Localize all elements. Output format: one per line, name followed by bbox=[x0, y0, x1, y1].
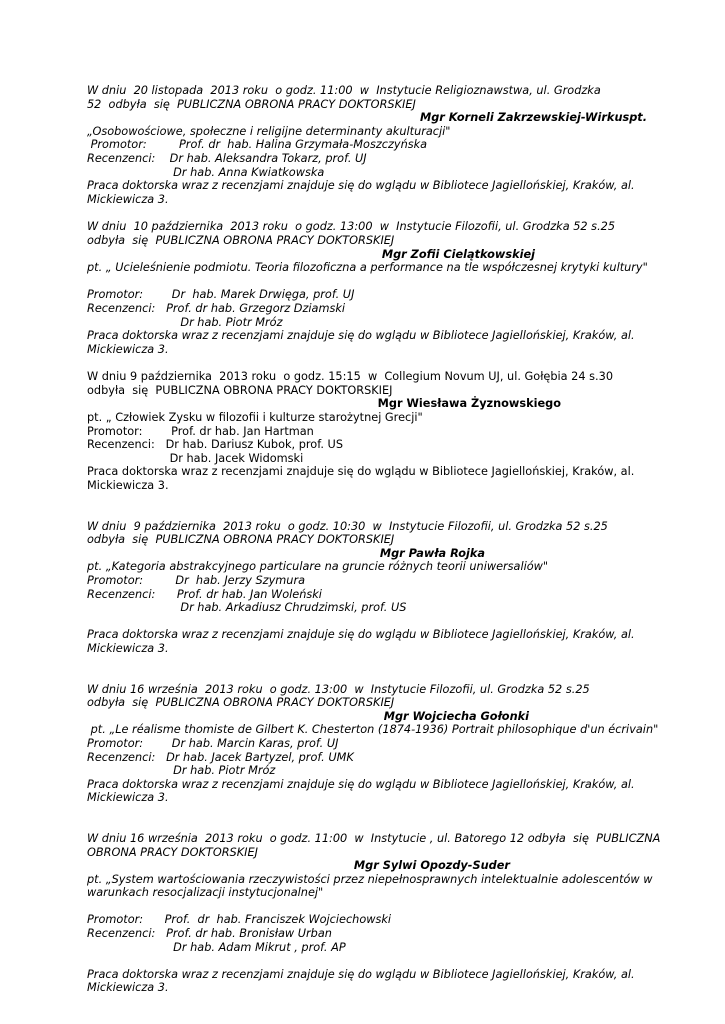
notice-line: pt. „System wartościowania rzeczywistości przez niepełnosprawnych intelektualnie adolescentów w bbox=[87, 872, 653, 886]
notice-line: Dr hab. Piotr Mróz bbox=[87, 764, 276, 778]
notice-line: „Osobowościowe, społeczne i religijne determinanty akulturacji" bbox=[87, 124, 451, 138]
notice-line: Recenzenci: Dr hab. Aleksandra Tokarz, prof. UJ bbox=[87, 151, 367, 165]
notice-line: Recenzenci: Prof. dr hab. Jan Woleński bbox=[87, 587, 322, 601]
notice-line: odbyła się PUBLICZNA OBRONA PRACY DOKTORSKIEJ bbox=[87, 533, 395, 547]
notice-line: Recenzenci: Prof. dr hab. Grzegorz Dziamski bbox=[87, 301, 346, 315]
candidate-name: Mgr Wojciecha Gołonki bbox=[383, 709, 529, 723]
notice-line bbox=[87, 900, 647, 914]
notice-line: warunkach resocjalizacji instytucjonalnej" bbox=[87, 886, 324, 900]
notice-line: Praca doktorska wraz z recenzjami znajduje się do wglądu w Bibliotece Jagiellońskiej, Kraków, al. bbox=[87, 179, 635, 193]
notice-line: pt. „Kategoria abstrakcyjnego particulare na gruncie różnych teorii uniwersaliów" bbox=[87, 560, 549, 574]
notice-line: Dr hab. Piotr Mróz bbox=[87, 315, 283, 329]
notice-line: Dr hab. Anna Kwiatkowska bbox=[87, 165, 325, 179]
notice-line: odbyła się PUBLICZNA OBRONA PRACY DOKTORSKIEJ bbox=[87, 233, 395, 247]
notice-line: Promotor: Prof. dr hab. Franciszek Wojciechowski bbox=[87, 913, 392, 927]
notice-line: W dniu 16 września 2013 roku o godz. 13:00 w Instytucie Filozofii, ul. Grodzka 52 s.25 bbox=[87, 682, 590, 696]
notice-line: Mickiewicza 3. bbox=[87, 641, 169, 655]
notice-line: Recenzenci: Dr hab. Dariusz Kubok, prof. US bbox=[87, 438, 343, 452]
notice-line bbox=[87, 954, 647, 968]
notice-line: Mickiewicza 3. bbox=[87, 479, 169, 493]
notice-line: Praca doktorska wraz z recenzjami znajduje się do wglądu w Bibliotece Jagiellońskiej, Kraków, al. bbox=[87, 777, 635, 791]
notice-line: Praca doktorska wraz z recenzjami znajduje się do wglądu w Bibliotece Jagiellońskiej, Kraków, al. bbox=[87, 329, 635, 343]
notice-line: Recenzenci: Prof. dr hab. Bronisław Urban bbox=[87, 927, 332, 941]
notice-line: W dniu 20 listopada 2013 roku o godz. 11:00 w Instytucie Religioznawstwa, ul. Grodzka bbox=[87, 84, 601, 97]
notice-line: OBRONA PRACY DOKTORSKIEJ bbox=[87, 845, 258, 859]
notice-line: Praca doktorska wraz z recenzjami znajduje się do wglądu w Bibliotece Jagiellońskiej, Kraków, al. bbox=[87, 628, 635, 642]
candidate-name: Mgr Pawła Rojka bbox=[379, 546, 485, 560]
notice-line: odbyła się PUBLICZNA OBRONA PRACY DOKTORSKIEJ bbox=[87, 383, 393, 397]
notice-line: odbyła się PUBLICZNA OBRONA PRACY DOKTORSKIEJ bbox=[87, 696, 395, 710]
notice-line: Dr hab. Arkadiusz Chrudzimski, prof. US bbox=[87, 601, 407, 615]
defense-notice bbox=[87, 84, 647, 206]
candidate-name: Mgr Zofii Cielątkowskiej bbox=[381, 247, 535, 261]
notice-line: Promotor: Prof. dr hab. Halina Grzymała-Moszczyńska bbox=[87, 138, 428, 152]
notice-line bbox=[87, 615, 647, 629]
defense-notice bbox=[87, 370, 647, 492]
defense-notice bbox=[87, 831, 661, 995]
notice-line: Mickiewicza 3. bbox=[87, 192, 169, 206]
document-page bbox=[87, 84, 661, 995]
candidate-name: Mgr Sylwi Opozdy-Suder bbox=[353, 859, 510, 873]
notice-line bbox=[87, 275, 647, 289]
notice-line: Dr hab. Adam Mikrut , prof. AP bbox=[87, 940, 346, 954]
notice-line: W dniu 9 października 2013 roku o godz. 10:30 w Instytucie Filozofii, ul. Grodzka 52 s.25 bbox=[87, 519, 608, 533]
notice-line: Mickiewicza 3. bbox=[87, 791, 169, 805]
notice-line: W dniu 16 września 2013 roku o godz. 11:00 w Instytucie , ul. Batorego 12 odbyła się PUBLICZNA bbox=[87, 831, 661, 845]
notice-line: pt. „ Człowiek Zysku w filozofii i kulturze starożytnej Grecji" bbox=[87, 411, 423, 425]
notice-line: Praca doktorska wraz z recenzjami znajduje się do wglądu w Bibliotece Jagiellońskiej, Kraków, al. bbox=[87, 465, 635, 479]
notice-line: Praca doktorska wraz z recenzjami znajduje się do wglądu w Bibliotece Jagiellońskiej, Kraków, al. bbox=[87, 967, 635, 981]
defense-notice bbox=[87, 220, 647, 356]
notice-line: W dniu 9 października 2013 roku o godz. 15:15 w Collegium Novum UJ, ul. Gołębia 24 s.30 bbox=[87, 370, 613, 384]
notice-line: Recenzenci: Dr hab. Jacek Bartyzel, prof. UMK bbox=[87, 750, 354, 764]
notice-line: Dr hab. Jacek Widomski bbox=[87, 451, 304, 465]
defense-notice bbox=[87, 520, 647, 656]
notice-line: W dniu 10 października 2013 roku o godz. 13:00 w Instytucie Filozofii, ul. Grodzka 52 s.25 bbox=[87, 220, 616, 234]
notice-line: 52 odbyła się PUBLICZNA OBRONA PRACY DOKTORSKIEJ bbox=[87, 97, 416, 111]
notice-line: Promotor: Dr hab. Marcin Karas, prof. UJ bbox=[87, 736, 339, 750]
notice-line: Mickiewicza 3. bbox=[87, 981, 169, 995]
candidate-name: Mgr Korneli Zakrzewskiej-Wirkuspt. bbox=[419, 111, 647, 125]
notice-line: Promotor: Dr hab. Jerzy Szymura bbox=[87, 574, 306, 587]
notice-line: Promotor: Prof. dr hab. Jan Hartman bbox=[87, 424, 314, 438]
defense-notice bbox=[87, 682, 659, 805]
notice-line: Promotor: Dr hab. Marek Drwięga, prof. UJ bbox=[87, 288, 355, 302]
notice-line: pt. „ Ucieleśnienie podmiotu. Teoria filozoficzna a performance na tle współczesnej krytyki kultury" bbox=[87, 261, 648, 275]
candidate-name: Mgr Wiesława Żyznowskiego bbox=[377, 397, 561, 411]
notice-line: pt. „Le réalisme thomiste de Gilbert K. Chesterton (1874-1936) Portrait philosophique d'un écrivain" bbox=[87, 723, 659, 737]
notice-line: Mickiewicza 3. bbox=[87, 342, 169, 356]
